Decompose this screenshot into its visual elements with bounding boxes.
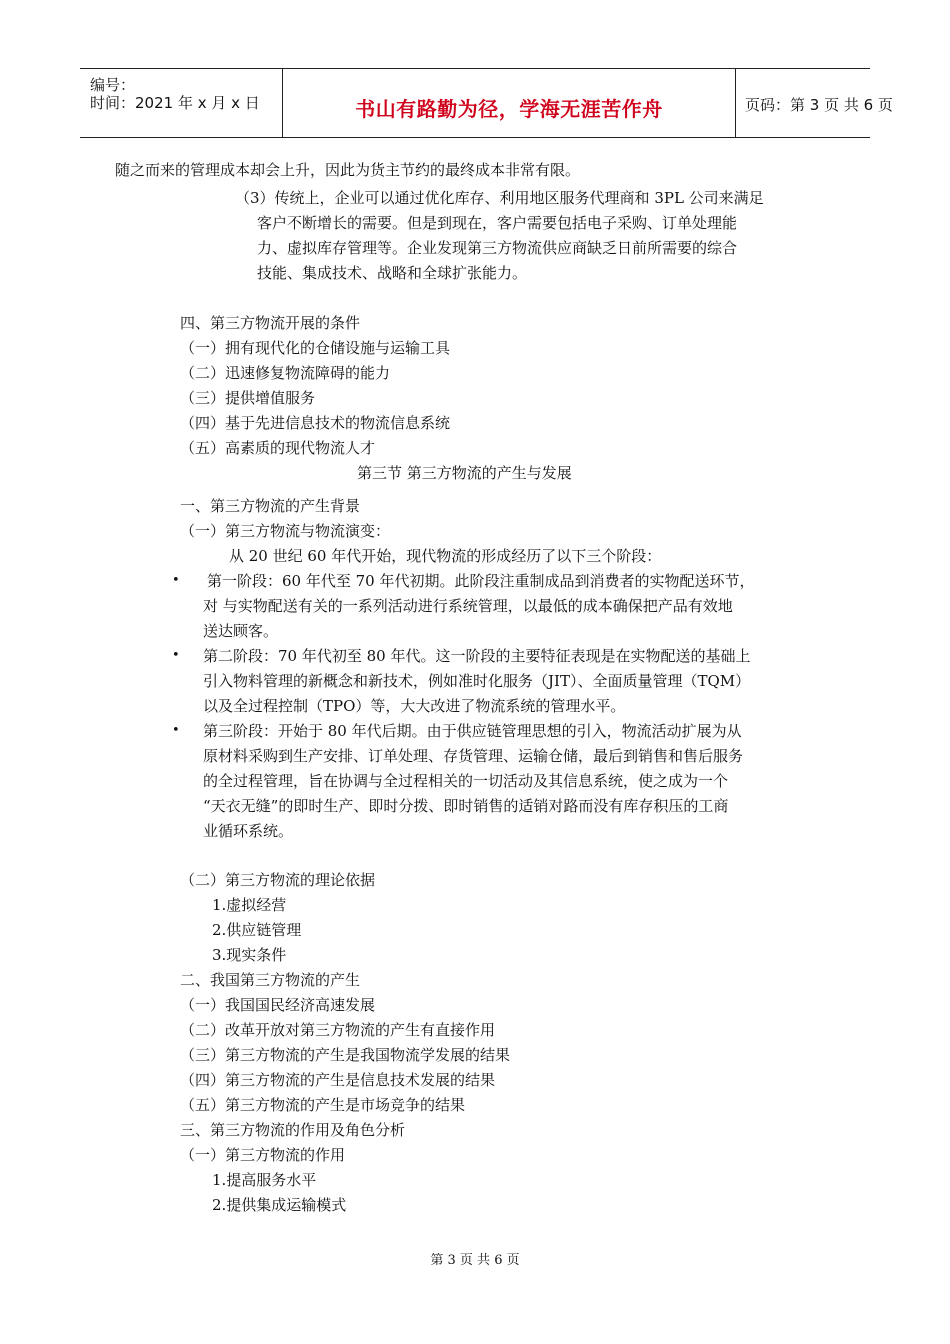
paragraph-line: 从 20 世纪 60 年代开始，现代物流的形成经历了以下三个阶段：: [229, 547, 662, 565]
section-heading: 三、第三方物流的作用及角色分析: [180, 1121, 406, 1139]
header-info-cell: [80, 69, 282, 137]
bullet-marker: •: [172, 723, 180, 738]
document-number-label: 编号：: [90, 76, 136, 94]
bullet-text-line: 原材料采购到生产安排、订单处理、存货管理、运输仓储，最后到销售和售后服务: [203, 747, 744, 765]
numbered-item: 3.现实条件: [212, 946, 287, 964]
list-item: （五）第三方物流的产生是市场竞争的结果: [180, 1096, 466, 1114]
bullet-text-line: 的全过程管理，旨在协调与全过程相关的一切活动及其信息系统，使之成为一个: [203, 772, 729, 790]
document-header: [80, 68, 893, 138]
numbered-item: 2.提供集成运输模式: [212, 1196, 347, 1214]
bullet-text-line: 以及全过程控制（TPO）等，大大改进了物流系统的管理水平。: [203, 697, 626, 715]
header-page-number: 页码：第 3 页 共 6 页: [745, 96, 893, 114]
list-item: （二）迅速修复物流障碍的能力: [180, 364, 391, 382]
bullet-text-line: 第二阶段：70 年代初至 80 年代。这一阶段的主要特征表现是在实物配送的基础上: [203, 647, 751, 665]
header-motto-cell: [282, 69, 736, 137]
numbered-item: 1.提高服务水平: [212, 1171, 317, 1189]
bullet-text-line: 对 与实物配送有关的一系列活动进行系统管理，以最低的成本确保把产品有效地: [203, 597, 733, 615]
numbered-item: 1.虚拟经营: [212, 896, 287, 914]
paragraph-line: 随之而来的管理成本却会上升，因此为货主节约的最终成本非常有限。: [115, 161, 581, 179]
bullet-marker: •: [172, 573, 180, 588]
bullet-text-line: 第三阶段：开始于 80 年代后期。由于供应链管理思想的引入，物流活动扩展为从: [203, 722, 742, 740]
list-item: （二）改革开放对第三方物流的产生有直接作用: [180, 1021, 496, 1039]
section-heading: 四、第三方物流开展的条件: [180, 314, 361, 332]
subsection-heading: （二）第三方物流的理论依据: [180, 871, 376, 889]
list-item: （三）提供增值服务: [180, 389, 316, 407]
subsection-heading: （一）第三方物流的作用: [180, 1146, 346, 1164]
list-item: （一）我国国民经济高速发展: [180, 996, 376, 1014]
numbered-item: 2.供应链管理: [212, 921, 302, 939]
chapter-section-title: 第三节 第三方物流的产生与发展: [357, 464, 572, 482]
section-heading: 一、第三方物流的产生背景: [180, 497, 361, 515]
header-page-cell: [735, 69, 893, 137]
list-item: （一）拥有现代化的仓储设施与运输工具: [180, 339, 451, 357]
paragraph-line: 力、虚拟库存管理等。企业发现第三方物流供应商缺乏日前所需要的综合: [257, 239, 738, 257]
section-heading: 二、我国第三方物流的产生: [180, 971, 361, 989]
bullet-text-line: 送达顾客。: [203, 622, 279, 640]
page-footer: 第 3 页 共 6 页: [430, 1253, 520, 1268]
paragraph-line: （3）传统上，企业可以通过优化库存、利用地区服务代理商和 3PL 公司来满足: [235, 189, 764, 207]
paragraph-line: 客户不断增长的需要。但是到现在，客户需要包括电子采购、订单处理能: [257, 214, 738, 232]
bullet-text-line: 第一阶段：60 年代至 70 年代初期。此阶段注重制成品到消费者的实物配送环节，: [207, 572, 755, 590]
paragraph-line: 技能、集成技术、战略和全球扩张能力。: [257, 264, 528, 282]
bullet-text-line: “天衣无缝”的即时生产、即时分拨、即时销售的适销对路而没有库存积压的工商: [203, 797, 729, 815]
subsection-heading: （一）第三方物流与物流演变：: [180, 522, 391, 540]
bullet-text-line: 引入物料管理的新概念和新技术，例如准时化服务（JIT）、全面质量管理（TQM）: [203, 672, 751, 690]
document-date-label: 时间：2021 年 x 月 x 日: [90, 94, 260, 112]
list-item: （三）第三方物流的产生是我国物流学发展的结果: [180, 1046, 511, 1064]
bullet-text-line: 业循环系统。: [203, 822, 294, 840]
header-motto: 书山有路勤为径，学海无涯苦作舟: [355, 97, 663, 121]
list-item: （四）第三方物流的产生是信息技术发展的结果: [180, 1071, 496, 1089]
bullet-marker: •: [172, 648, 180, 663]
list-item: （五）高素质的现代物流人才: [180, 439, 376, 457]
list-item: （四）基于先进信息技术的物流信息系统: [180, 414, 451, 432]
